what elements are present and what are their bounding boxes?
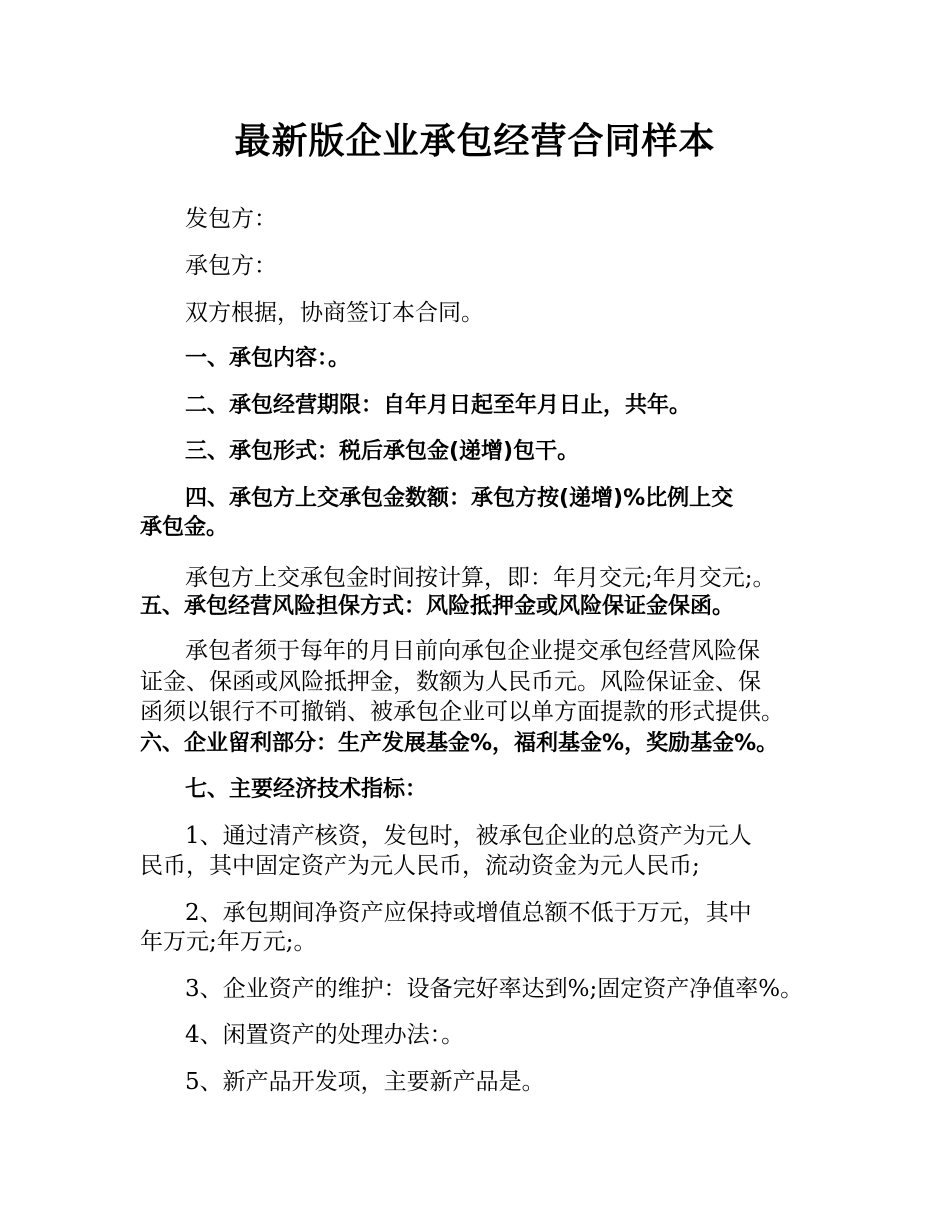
clause-4-heading: 四、承包方上交承包金数额：承包方按(递增)%比例上交 [185, 486, 734, 511]
guarantee-text-line-2: 证金、保函或风险抵押金，数额为人民币元。风险保证金、保 [140, 669, 761, 695]
indicator-5-line: 5、新产品开发项，主要新产品是。 [185, 1069, 545, 1095]
clause-6-heading: 六、企业留利部分：生产发展基金%，福利基金%，奖励基金%。 [140, 731, 779, 756]
indicator-2-line-1: 2、承包期间净资产应保持或增值总额不低于万元，其中 [185, 900, 752, 926]
clause-7-heading: 七、主要经济技术指标： [185, 777, 428, 802]
indicator-1-line-1: 1、通过清产核资，发包时，被承包企业的总资产为元人 [185, 823, 752, 849]
guarantee-text-line-3: 函须以银行不可撤销、被承包企业可以单方面提款的形式提供。 [140, 699, 784, 725]
guarantee-text-line-1: 承包者须于每年的月日前向承包企业提交承包经营风险保 [185, 638, 760, 664]
indicator-4-line: 4、闲置资产的处理办法：。 [185, 1022, 465, 1048]
party-a-line: 发包方： [185, 206, 277, 232]
clause-1-heading: 一、承包内容：。 [185, 346, 351, 371]
indicator-1-line-2: 民币，其中固定资产为元人民币，流动资金为元人民币; [140, 853, 700, 879]
clause-3-heading: 三、承包形式：税后承包金(递增)包干。 [185, 439, 580, 464]
clause-4-heading-cont: 承包金。 [140, 515, 229, 540]
indicator-3-line: 3、企业资产的维护：设备完好率达到%;固定资产净值率%。 [185, 976, 804, 1002]
document-title: 最新版企业承包经营合同样本 [234, 121, 716, 162]
indicator-2-line-2: 年万元;年万元;。 [140, 929, 317, 955]
payment-schedule-line: 承包方上交承包金时间按计算，即：年月交元;年月交元;。 [185, 565, 776, 591]
clause-2-heading: 二、承包经营期限：自年月日起至年月日止，共年。 [185, 393, 692, 418]
party-b-line: 承包方： [185, 253, 277, 279]
clause-5-heading: 五、承包经营风险担保方式：风险抵押金或风险保证金保函。 [140, 594, 735, 619]
preamble-line: 双方根据，协商签订本合同。 [185, 300, 484, 326]
